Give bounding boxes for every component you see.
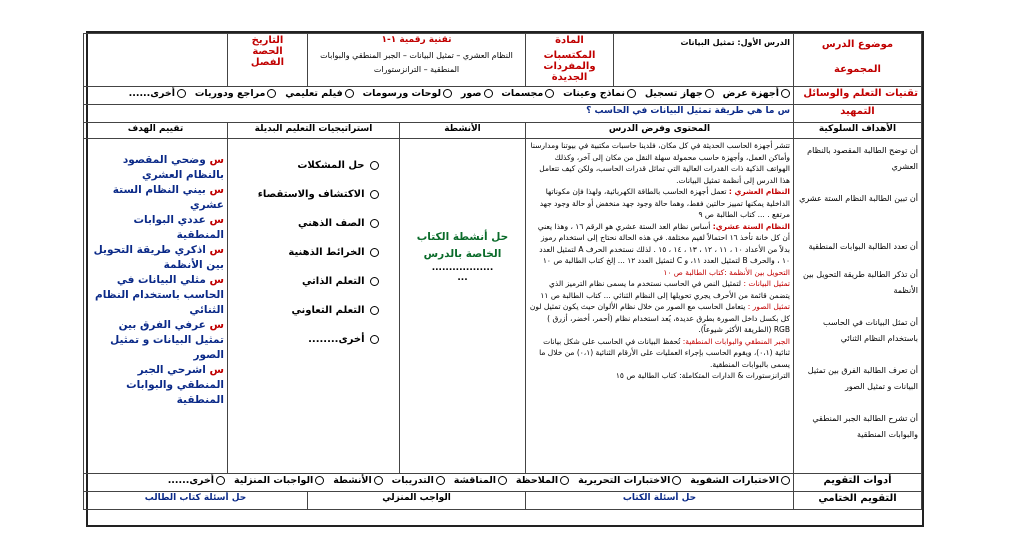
date-label: التاريخ xyxy=(251,35,284,46)
radio-circle-icon xyxy=(672,476,681,485)
radio-circle-icon xyxy=(216,476,225,485)
assessment-options xyxy=(83,474,793,492)
intro-label: التمهيد xyxy=(794,105,922,123)
radio-circle-icon xyxy=(781,89,790,98)
assessment-label: أدوات التقويم xyxy=(794,474,922,492)
eval-item: س بيني النظام الستة عشري xyxy=(112,184,224,211)
radio-circle-icon xyxy=(267,89,276,98)
activities-dots: .................. xyxy=(431,263,494,273)
radio-circle-icon xyxy=(370,190,379,199)
radio-circle-icon xyxy=(370,335,379,344)
resources-options xyxy=(83,87,793,105)
col-activities: الأنشطة xyxy=(400,123,526,139)
radio-circle-icon xyxy=(370,277,379,286)
content-logic: الجبر المنطقي والبوابات المنطقية: تُحفظ البيانات في الحاسب على شكل بيانات ثنائية (٠،١)، ويقوم الحاسب بإجراء العمليات على الأرقام الثنائية (٠،١) من خلال ما يسمى بالبوابات المنطقية. xyxy=(539,336,790,369)
content-cell xyxy=(526,139,794,474)
strategy-item[interactable]: التعلم التعاوني xyxy=(231,296,379,325)
radio-circle-icon xyxy=(436,476,445,485)
assessment-option[interactable]: التدريبات xyxy=(392,475,445,486)
resource-option[interactable]: أخرى...... xyxy=(129,88,186,99)
radio-circle-icon xyxy=(370,219,379,228)
class-label: الفصل xyxy=(250,57,285,68)
resources-label: تقنيات التعلم والوسائل xyxy=(794,87,922,105)
eval-item: س اشرحي الجبر المنطقي والبوابات المنطقية xyxy=(126,364,224,406)
vocab-value-cell xyxy=(307,34,525,87)
radio-circle-icon xyxy=(627,89,636,98)
lesson-plan-sheet xyxy=(86,31,924,527)
col-strategies: استراتيجيات التعليم البديلة xyxy=(227,123,399,139)
resource-option[interactable]: فيلم تعليمي xyxy=(285,88,353,99)
strategy-item[interactable]: حل المشكلات xyxy=(231,151,379,180)
goal-item: أن تعرف الطالبة الفرق بين تمثيل البيانات و تمثيل الصور xyxy=(807,366,918,391)
content-image: تمثيل الصور : يتعامل الحاسب مع الصور من خلال نظام الألوان حيث يكون تمثيل لون كل بكسل داخل الصورة بطرق عديدة، يُعد استخدام نظام (أحمر، أخضر، أزرق ) RGB (الطريقة الأكثر شيوعاً). xyxy=(529,302,790,334)
assessment-option[interactable]: الملاحظة xyxy=(516,475,569,486)
radio-circle-icon xyxy=(443,89,452,98)
assessment-option[interactable]: أخرى...... xyxy=(168,475,225,486)
assessment-option[interactable]: المناقشة xyxy=(454,475,507,486)
content-conversion: التحويل بين الأنظمة :كتاب الطالبة ص ١٠ xyxy=(663,267,790,277)
goal-item: أن تمثل البيانات في الحاسب باستخدام النظام الثنائي xyxy=(822,318,918,343)
vocab-label-cell xyxy=(526,34,614,87)
resource-option[interactable]: مجسمات xyxy=(501,88,554,99)
goal-item: أن تشرح الطالبة الجبر المنطقي والبوابات المنطقية xyxy=(812,414,918,439)
strategy-item[interactable]: التعلم الذاتي xyxy=(231,267,379,296)
content-transistor: الترانزستورات & الدارات المتكاملة: كتاب الطالبة ص ١٥ xyxy=(615,371,790,380)
col-content: المحتوى وفرض الدرس xyxy=(526,123,794,139)
content-decimal: النظام العشري : تعمل أجهزة الحاسب بالطاقة الكهربائية، ولهذا فإن مكوناتها الداخلية يمكنها تمييز حالتين فقط، وهما حالة وجود جهد منخفض أو حالة وجود جهد مرتفع . ... كتاب الطالبة ص ٩ xyxy=(539,187,790,219)
final-label: التقويم الختامي xyxy=(794,492,922,510)
assessment-option[interactable]: الاختبارات الشفوية xyxy=(690,475,790,486)
strategy-item[interactable]: أخرى........ xyxy=(231,325,379,354)
radio-circle-icon xyxy=(545,89,554,98)
period-label: الحصة xyxy=(252,46,283,57)
subject-value: تقنية رقمية ١-١ xyxy=(381,35,452,45)
date-cell xyxy=(227,34,307,87)
final-homework-label: الواجب المنزلي xyxy=(307,492,525,510)
radio-circle-icon xyxy=(370,248,379,257)
final-book-answers: حل أسئلة الكتاب xyxy=(526,492,794,510)
radio-circle-icon xyxy=(560,476,569,485)
activities-title: حل أنشطة الكتاب الخاصة بالدرس xyxy=(416,231,509,260)
resource-option[interactable]: مراجع ودوريات xyxy=(195,88,277,99)
radio-circle-icon xyxy=(345,89,354,98)
vocab-label: المكتسبات والمفردات الجديدة xyxy=(543,50,596,83)
radio-circle-icon xyxy=(370,306,379,315)
radio-circle-icon xyxy=(484,89,493,98)
col-evaluation: تقييم الهدف xyxy=(83,123,227,139)
strategies-cell xyxy=(227,139,399,474)
group-label: المجموعة xyxy=(834,64,881,75)
activities-cell xyxy=(400,139,526,474)
goals-cell xyxy=(794,139,922,474)
radio-circle-icon xyxy=(177,89,186,98)
radio-circle-icon xyxy=(705,89,714,98)
lesson-title-cell xyxy=(614,34,794,87)
radio-circle-icon xyxy=(374,476,383,485)
assessment-option[interactable]: الأنشطة xyxy=(333,475,383,486)
lesson-plan-table xyxy=(83,33,922,510)
goal-item: أن توضح الطالبة المقصود بالنظام العشري xyxy=(807,146,918,171)
col-goals: الأهداف السلوكية xyxy=(794,123,922,139)
strategy-item[interactable]: الاكتشاف والاستقصاء xyxy=(231,180,379,209)
goal-item: أن تبين الطالبة النظام الستة عشري xyxy=(799,194,918,203)
goal-item: أن تذكر الطالبة طريقة التحويل بين الأنظمة xyxy=(803,270,918,295)
intro-question: س ما هي طريقة تمثيل البيانات في الحاسب ؟ xyxy=(83,105,793,123)
topic-label-text: موضوع الدرس xyxy=(821,39,894,50)
content-data: تمثيل البيانات : لتمثيل النص في الحاسب نستخدم ما يسمى نظام الترميز الذي يتضمن قائمة من الأحرف يجري تحويلها إلى النظام الثنائي ... كتاب الطالبة ص ١١ xyxy=(540,279,790,300)
eval-item: س مثلي البيانات في الحاسب باستخدام النظام الثنائي xyxy=(95,274,224,316)
eval-item: س اذكري طريقة التحويل بين الأنظمة xyxy=(93,244,224,271)
assessment-option[interactable]: الواجبات المنزلية xyxy=(234,475,324,486)
goal-item: أن تعدد الطالبة البوابات المنطقية xyxy=(808,242,918,251)
blank-cell xyxy=(83,34,227,87)
eval-item: س عرفي الفرق بين تمثيل البيانات و تمثيل الصور xyxy=(110,319,224,361)
radio-circle-icon xyxy=(498,476,507,485)
radio-circle-icon xyxy=(315,476,324,485)
eval-item: س عددي البوابات المنطقية xyxy=(133,214,224,241)
assessment-option[interactable]: الاختبارات التحريرية xyxy=(578,475,681,486)
eval-item: س وضحي المقصود بالنظام العشري xyxy=(122,154,224,181)
resource-option[interactable]: لوحات ورسومات xyxy=(363,88,452,99)
resource-option[interactable]: صور xyxy=(461,88,493,99)
lesson-title: الدرس الأول: تمثيل البيانات xyxy=(680,38,790,47)
content-hex: النظام الستة عشري: أساس نظام العد الستة عشري هو الرقم ١٦ ، وهذا يعني أن كل خانة تأخذ ١٦ احتمالاً لقيم مختلفة. في هذه الحالة نحتاج إلى استخدام رموز بدلاً من الأعداد ١٠ ، ١١ ، ١٢ ، ١٣ ، ١٤ ، ١٥ . لذلك نستخدم الحرف A لتمثيل العدد ١٠ ، والحرف B لتمثيل العدد ١١، و C لتمثيل العدد ١٢ ... إلخ كتاب الطالبة ص ١٠ xyxy=(537,221,790,265)
radio-circle-icon xyxy=(370,161,379,170)
subject-label: المادة xyxy=(555,35,584,46)
evaluation-cell xyxy=(83,139,227,474)
strategy-item[interactable]: الخرائط الذهنية xyxy=(231,238,379,267)
topic-label xyxy=(794,34,922,87)
strategy-item[interactable]: الصف الذهني xyxy=(231,209,379,238)
vocab-value: النظام العشري – تمثيل البيانات – الجبر المنطقي والبوابات المنطقية – الترانزستورات xyxy=(320,51,513,74)
content-intro: تتشر أجهزة الحاسب الحديثة في كل مكان، فلدينا حاسبات مكتبية في بيوتنا ومدارسنا وأماكن العمل، وأجهزة حاسب محمولة سهلة النقل من مكان إلى آخر، وكذلك الهواتف الذكية ذات القدرات العالية التي تماثل قدرات الحاسب، ولكن كيف تتعامل هذا الدرس إلى أنظمة تمثيل البيانات. xyxy=(530,141,790,185)
resource-option[interactable]: أجهزة عرض xyxy=(723,88,790,99)
resource-option[interactable]: نماذج وعينات xyxy=(563,88,636,99)
activities-dots2: ... xyxy=(457,273,468,283)
resource-option[interactable]: جهاز تسجيل xyxy=(645,88,714,99)
final-student-book: حل أسئلة كتاب الطالب xyxy=(83,492,307,510)
radio-circle-icon xyxy=(781,476,790,485)
